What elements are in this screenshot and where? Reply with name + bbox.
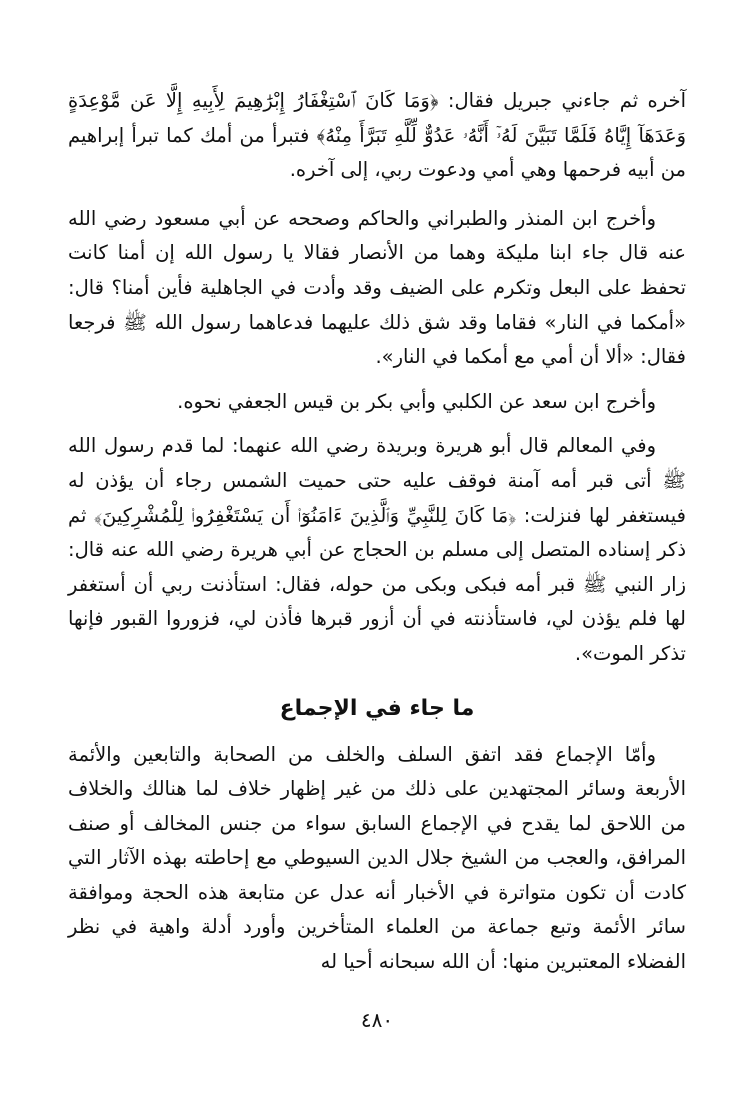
paragraph-1: آخره ثم جاءني جبريل فقال: ﴿وَمَا كَانَ ٱسْتِغْفَارُ إِبْرَٰهِيمَ لِأَبِيهِ إِلَّا عَن مَّوْعِدَةٍ وَعَدَهَآ إِيَّاهُ فَلَمَّا تَبَيَّنَ لَهُۥٓ أَنَّهُۥ عَدُوٌّ لِّلَّهِ تَبَرَّأَ مِنْهُ﴾ فتبرأ من أمك كما تبرأ إبراهيم من أبيه فرحمها وهي أمي ودعوت ربي، إلى آخره.	[68, 89, 686, 182]
paragraph-5: وأمّا الإجماع فقد اتفق السلف والخلف من الصحابة والتابعين والأئمة الأربعة وسائر المجتهدين على ذلك من غير إظهار خلاف لما هنالك والخلاف من اللاحق لما يقدح في الإجماع السابق سواء من جنس المخالف أو صنف المرافق، والعجب من الشيخ جلال الدين السيوطي مع إحاطته بهذه الآثار التي كادت أن تكون متواترة في الأخبار أنه عدل عن متابعة هذه الحجة وموافقة سائر الأئمة وتبع جماعة من العلماء المتأخرين وأورد أدلة واهية في نظر الفضلاء المعتبرين منها: أن الله سبحانه أحيا له	[68, 742, 686, 974]
page-number: ٤٨٠	[360, 1008, 394, 1032]
section-heading: ما جاء في الإجماع	[279, 695, 475, 721]
paragraph-4: وفي المعالم قال أبو هريرة وبريدة رضي الله عنهما: لما قدم رسول الله ﷺ أتى قبر أمه آمنة فوقف عليه حتى حميت الشمس رجاء أن يؤذن له فيستغفر لها فنزلت: ﴿مَا كَانَ لِلنَّبِيِّ وَٱلَّذِينَ ءَامَنُوٓا۟ أَن يَسْتَغْفِرُوا۟ لِلْمُشْرِكِينَ﴾ ثم ذكر إسناده المتصل إلى مسلم بن الحجاج عن أبي هريرة رضي الله عنه قال: زار النبي ﷺ قبر أمه فبكى وبكى من حوله، فقال: استأذنت ربي أن أستغفر لها فلم يؤذن لي، فاستأذنته في أن أزور قبرها فأذن لي، فزوروا القبور فإنها تذكر الموت».	[68, 434, 686, 665]
paragraph-3: وأخرج ابن سعد عن الكلبي وأبي بكر بن قيس الجعفي نحوه.	[177, 389, 656, 413]
paragraph-2: وأخرج ابن المنذر والطبراني والحاكم وصححه عن أبي مسعود رضي الله عنه قال جاء ابنا مليكة وهما من الأنصار فقالا يا رسول الله إن أمنا كانت تحفظ على البعل وتكرم على الضيف وقد وأدت في الجاهلية فأين أمنا؟ قال: «أمكما في النار» فقاما وقد شق ذلك عليهما فدعاهما رسول الله ﷺ فرجعا فقال: «ألا أن أمي مع أمكما في النار».	[68, 206, 686, 369]
page-body	[68, 84, 686, 980]
